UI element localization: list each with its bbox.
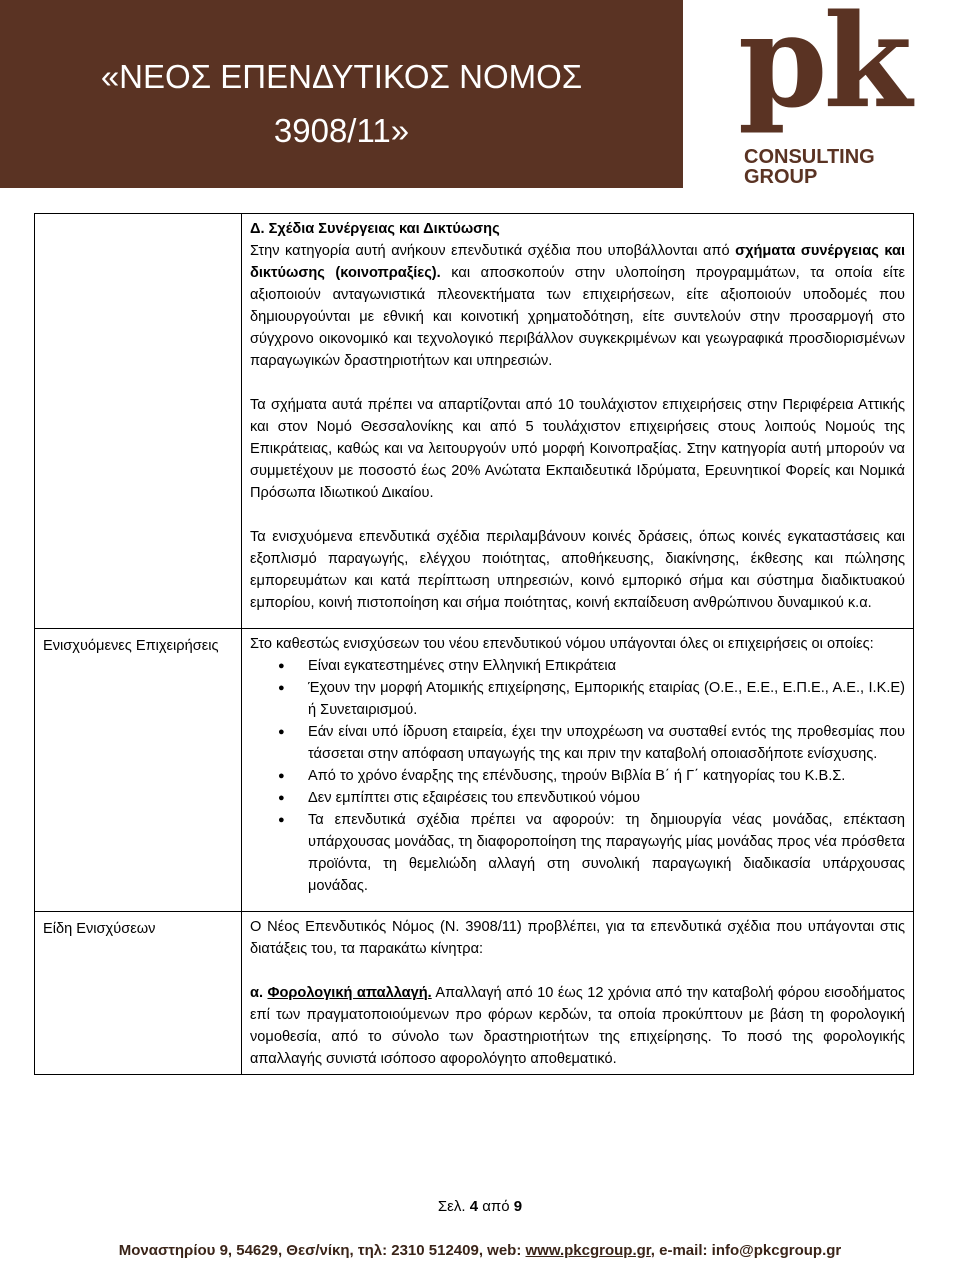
footer-contact: Μοναστηρίου 9, 54629, Θεσ/νίκη, τηλ: 2310 512409, web: www.pkcgroup.gr, e-mail: info@pkcgroup.gr — [118, 1242, 842, 1259]
aid-types-label: Είδη Ενισχύσεων — [35, 912, 242, 1075]
table-row-section-d — [35, 214, 914, 629]
section-d-paragraph-2: Τα σχήματα αυτά πρέπει να απαρτίζονται από 10 τουλάχιστον επιχειρήσεις στην Περιφέρεια Αττικής και στον Νομό Θεσσαλονίκης και από 5 τουλάχιστον επιχειρήσεις στους λοιπούς Νομούς της Επικράτειας, καθώς και να λειτουργούν υπό μορφή Κοινοπραξίας. Στην κατηγορία αυτή μπορούν να συμμετέχουν με ποσοστό έως 20% Ανώτατα Εκπαιδευτικά Ιδρύματα, Ερευνητικοί Φορείς και Νομικά Πρόσωπα Ιδιωτικού Δικαίου. — [250, 397, 905, 501]
title-line-2: 3908/11» — [273, 112, 410, 149]
empty-label-cell — [35, 214, 242, 629]
list-item: ● Έχουν την μορφή Ατομικής επιχείρησης, Εμπορικής εταιρίας (Ο.Ε., Ε.Ε., Ε.Π.Ε., Α.Ε., Ι.Κ.Ε) ή Συνεταιρισμού. — [308, 677, 905, 721]
title-line-1: «ΝΕΟΣ ΕΠΕΝΔΥΤΙΚΟΣ ΝΟΜΟΣ — [100, 58, 583, 95]
section-d-paragraph-1: Στην κατηγορία αυτή ανήκουν επενδυτικά σχέδια που υποβάλλονται από σχήματα συνέργειας και δικτύωσης (κοινοπραξίες). και αποσκοπούν στην υλοποίηση προγραμμάτων, τα οποία είτε αξιοποιούν ανταγωνιστικά πλεονεκτήματα των επιχειρήσεων, είτε αξιοποιούν υποδομές που δημιουργούνται με εθνική και κοινοτική χρηματοδότηση, είτε συντελούν στην προσαρμογή στο σύγχρονο οικονομικό και τεχνολογικό περιβάλλον συγκεκριμένων και γεωγραφικά προσδιορισμένων παραγωγικών δραστηριοτήτων και υπηρεσιών. — [250, 243, 906, 369]
aid-types-intro: Ο Νέος Επενδυτικός Νόμος (Ν. 3908/11) προβλέπει, για τα επενδυτικά σχέδια που υπάγονται στις διατάξεις του, τα παρακάτω κίνητρα: — [250, 919, 905, 957]
section-d-heading: Δ. Σχέδια Συνέργειας και Δικτύωσης — [250, 221, 500, 237]
list-item: ● Εάν είναι υπό ίδρυση εταιρεία, έχει την υποχρέωση να συσταθεί εντός της προθεσμίας που τάσσεται στην απόφαση υπαγωγής της και πριν την καταβολή οποιασδήποτε ενίσχυσης. — [308, 721, 905, 765]
page-number: Σελ. 4 από 9 — [437, 1198, 523, 1215]
table-row-aid-types — [35, 912, 914, 1075]
enterprises-intro: Στο καθεστώς ενισχύσεων του νέου επενδυτικού νόμου υπάγονται όλες οι επιχειρήσεις οι οποίες: — [250, 636, 874, 652]
document-title — [0, 50, 683, 158]
logo-mark: pk — [738, 0, 909, 137]
section-d-cell — [242, 214, 914, 629]
pk-consulting-logo — [738, 0, 909, 190]
list-item: ● Είναι εγκατεστημένες στην Ελληνική Επικράτεια — [308, 655, 905, 677]
aid-item-a: α. Φορολογική απαλλαγή. Απαλλαγή από 10 έως 12 χρόνια από την καταβολή φόρου εισοδήματος επί των πραγματοποιούμενων προ φόρων κερδών, τα οποία προκύπτουν με βάση τη φορολογική νομοθεσία, από το σύνολο των δραστηριοτήτων της επιχείρησης. Το ποσό της φορολογικής απαλλαγής συνιστά ισόποσο αφορολόγητο αποθεματικό. — [250, 985, 905, 1067]
aid-types-cell — [242, 912, 914, 1075]
list-item: ● Τα επενδυτικά σχέδια πρέπει να αφορούν: τη δημιουργία νέας μονάδας, επέκταση υπάρχουσας μονάδας, τη διαφοροποίηση της παραγωγής μίας μονάδας προς νέα πρόσθετα προϊόντα, τη θεμελιώδη αλλαγή στη συνολική παραγωγική διαδικασία υπάρχουσας μονάδας. — [308, 809, 905, 897]
list-item: ● Δεν εμπίπτει στις εξαιρέσεις του επενδυτικού νόμου — [308, 787, 905, 809]
enterprises-label: Ενισχυόμενες Επιχειρήσεις — [35, 629, 242, 912]
website-link[interactable]: www.pkcgroup.gr — [525, 1242, 651, 1259]
list-item: ● Από το χρόνο έναρξης της επένδυσης, τηρούν Βιβλία Β΄ ή Γ΄ κατηγορίας του Κ.Β.Σ. — [308, 765, 905, 787]
enterprises-bullet-list — [250, 655, 905, 897]
logo-text-group: GROUP — [744, 166, 818, 188]
aid-item-a-title: Φορολογική απαλλαγή. — [267, 985, 432, 1001]
section-d-paragraph-3: Τα ενισχυόμενα επενδυτικά σχέδια περιλαμβάνουν κοινές δράσεις, όπως κοινές εγκαταστάσεις και εξοπλισμό παραγωγής, ελέγχου ποιότητας, αποθήκευσης, διακίνησης, έκθεσης και πώλησης εμπορευμάτων και κατά περίπτωση υπηρεσιών, κοινό εμπορικό σήμα και σύστημα διαδικτυακού εμπορίου, κοινή πιστοποίηση και σήμα ποιότητας, κοινή εκπαίδευση ανθρώπινου δυναμικού κ.α. — [250, 529, 905, 611]
logo-text-consulting: CONSULTING — [744, 146, 875, 168]
header-band — [0, 0, 683, 188]
table-row-enterprises — [35, 629, 914, 912]
enterprises-cell — [242, 629, 914, 912]
content-table — [34, 213, 914, 1075]
